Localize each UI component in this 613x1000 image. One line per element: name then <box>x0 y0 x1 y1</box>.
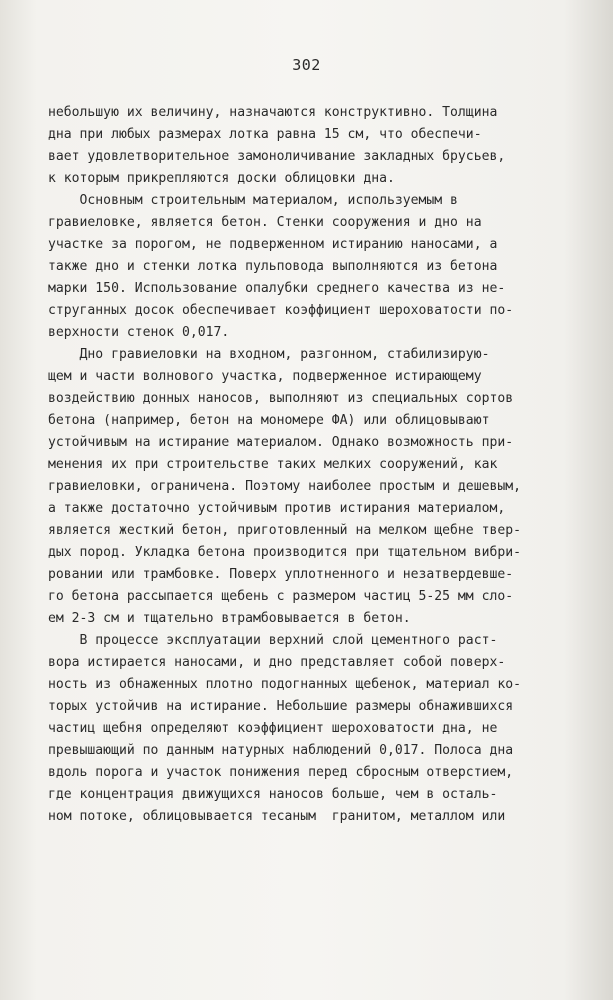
text-line: вает удовлетворительное замоноличивание закладных брусьев, <box>48 149 506 164</box>
text-line: вдоль порога и участок понижения перед сбросным отверстием, <box>48 765 514 780</box>
text-line: а также достаточно устойчивым против истирания материалом, <box>48 501 506 516</box>
text-line: ном потоке, облицовывается тесаным гранитом, металлом или <box>48 809 506 824</box>
text-line: верхности стенок 0,017. <box>48 325 230 340</box>
text-line: го бетона рассыпается щебень с размером частиц 5-25 мм сло- <box>48 589 514 604</box>
text-line: менения их при строительстве таких мелких сооружений, как <box>48 457 498 472</box>
text-line: гравиеловке, является бетон. Стенки сооружения и дно на <box>48 215 482 230</box>
text-line: ровании или трамбовке. Поверх уплотненного и незатвердевше- <box>48 567 514 582</box>
text-line: ем 2-3 см и тщательно втрамбовывается в бетон. <box>48 611 411 626</box>
text-line: Основным строительным материалом, используемым в <box>48 193 458 208</box>
text-line: устойчивым на истирание материалом. Однако возможность при- <box>48 435 514 450</box>
text-line: Дно гравиеловки на входном, разгонном, стабилизирую- <box>48 347 490 362</box>
text-line: гравиеловки, ограничена. Поэтому наиболее простым и дешевым, <box>48 479 521 494</box>
text-line: струганных досок обеспечивает коэффициент шероховатости по- <box>48 303 514 318</box>
text-line: ность из обнаженных плотно подогнанных щебенок, материал ко- <box>48 677 521 692</box>
page-number: 302 <box>292 56 321 74</box>
text-line: щем и части волнового участка, подверженное истирающему <box>48 369 482 384</box>
text-line: превышающий по данным натурных наблюдений 0,017. Полоса дна <box>48 743 514 758</box>
text-line: воздействию донных наносов, выполняют из специальных сортов <box>48 391 514 406</box>
text-line: к которым прикрепляются доски облицовки дна. <box>48 171 395 186</box>
text-line: является жесткий бетон, приготовленный на мелком щебне твер- <box>48 523 521 538</box>
text-line: дна при любых размерах лотка равна 15 см, что обеспечи- <box>48 127 482 142</box>
text-line: дых пород. Укладка бетона производится при тщательном вибри- <box>48 545 521 560</box>
text-line: участке за порогом, не подверженном истиранию наносами, а <box>48 237 498 252</box>
text-line: также дно и стенки лотка пульповода выполняются из бетона <box>48 259 498 274</box>
text-line: небольшую их величину, назначаются конструктивно. Толщина <box>48 105 498 120</box>
text-line: В процессе эксплуатации верхний слой цементного раст- <box>48 633 498 648</box>
text-line: бетона (например, бетон на мономере ФА) или облицовывают <box>48 413 490 428</box>
text-line: марки 150. Использование опалубки среднего качества из не- <box>48 281 506 296</box>
text-line: частиц щебня определяют коэффициент шероховатости дна, не <box>48 721 498 736</box>
text-line: где концентрация движущихся наносов больше, чем в осталь- <box>48 787 498 802</box>
text-line: вора истирается наносами, и дно представляет собой поверх- <box>48 655 506 670</box>
text-line: торых устойчив на истирание. Небольшие размеры обнажившихся <box>48 699 514 714</box>
